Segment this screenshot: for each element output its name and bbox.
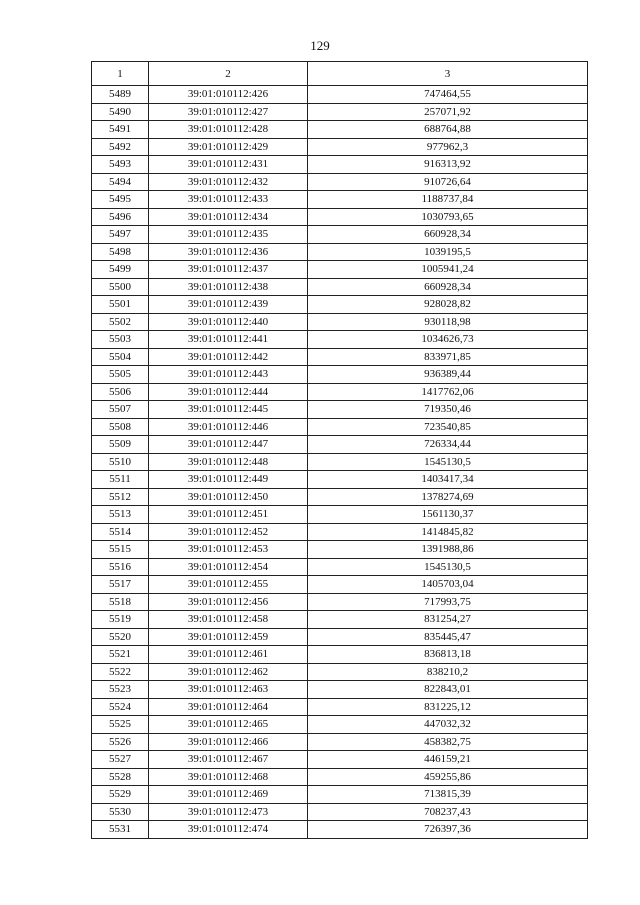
table-row	[92, 488, 588, 506]
row-number-cell: 5527	[92, 751, 149, 769]
table-row	[92, 296, 588, 314]
value-cell: 447032,32	[308, 716, 588, 734]
value-cell: 831225,12	[308, 698, 588, 716]
row-number-cell: 5521	[92, 646, 149, 664]
cadastral-number-cell: 39:01:010112:446	[149, 418, 308, 436]
cadastral-number-cell: 39:01:010112:426	[149, 86, 308, 104]
row-number-cell: 5505	[92, 366, 149, 384]
row-number-cell: 5509	[92, 436, 149, 454]
table-header	[92, 62, 588, 86]
table-row	[92, 103, 588, 121]
table-row	[92, 506, 588, 524]
table-row	[92, 278, 588, 296]
value-cell: 835445,47	[308, 628, 588, 646]
value-cell: 708237,43	[308, 803, 588, 821]
value-cell: 723540,85	[308, 418, 588, 436]
table-row	[92, 786, 588, 804]
table-row	[92, 243, 588, 261]
value-cell: 1005941,24	[308, 261, 588, 279]
value-cell: 726334,44	[308, 436, 588, 454]
row-number-cell: 5490	[92, 103, 149, 121]
table-row	[92, 646, 588, 664]
cadastral-number-cell: 39:01:010112:443	[149, 366, 308, 384]
row-number-cell: 5494	[92, 173, 149, 191]
table-row	[92, 541, 588, 559]
table-row	[92, 191, 588, 209]
cadastral-number-cell: 39:01:010112:431	[149, 156, 308, 174]
cadastral-number-cell: 39:01:010112:474	[149, 821, 308, 839]
value-cell: 257071,92	[308, 103, 588, 121]
cadastral-number-cell: 39:01:010112:444	[149, 383, 308, 401]
table-row	[92, 523, 588, 541]
value-cell: 977962,3	[308, 138, 588, 156]
table-row	[92, 261, 588, 279]
row-number-cell: 5495	[92, 191, 149, 209]
table-row	[92, 471, 588, 489]
row-number-cell: 5517	[92, 576, 149, 594]
value-cell: 1417762,06	[308, 383, 588, 401]
table-row	[92, 558, 588, 576]
cadastral-number-cell: 39:01:010112:445	[149, 401, 308, 419]
row-number-cell: 5498	[92, 243, 149, 261]
data-table	[91, 61, 588, 839]
cadastral-number-cell: 39:01:010112:437	[149, 261, 308, 279]
value-cell: 833971,85	[308, 348, 588, 366]
table-row	[92, 716, 588, 734]
table-row	[92, 173, 588, 191]
table-row	[92, 733, 588, 751]
page-number: 129	[310, 38, 330, 53]
cadastral-number-cell: 39:01:010112:466	[149, 733, 308, 751]
value-cell: 1414845,82	[308, 523, 588, 541]
value-cell: 660928,34	[308, 226, 588, 244]
table-row	[92, 156, 588, 174]
cadastral-number-cell: 39:01:010112:448	[149, 453, 308, 471]
row-number-cell: 5506	[92, 383, 149, 401]
column-header-3: 3	[308, 62, 588, 86]
value-cell: 930118,98	[308, 313, 588, 331]
cadastral-number-cell: 39:01:010112:473	[149, 803, 308, 821]
value-cell: 822843,01	[308, 681, 588, 699]
cadastral-number-cell: 39:01:010112:429	[149, 138, 308, 156]
cadastral-number-cell: 39:01:010112:469	[149, 786, 308, 804]
table-row	[92, 436, 588, 454]
value-cell: 916313,92	[308, 156, 588, 174]
row-number-cell: 5530	[92, 803, 149, 821]
cadastral-number-cell: 39:01:010112:447	[149, 436, 308, 454]
row-number-cell: 5508	[92, 418, 149, 436]
cadastral-number-cell: 39:01:010112:442	[149, 348, 308, 366]
cadastral-number-cell: 39:01:010112:450	[149, 488, 308, 506]
row-number-cell: 5525	[92, 716, 149, 734]
row-number-cell: 5501	[92, 296, 149, 314]
value-cell: 910726,64	[308, 173, 588, 191]
value-cell: 838210,2	[308, 663, 588, 681]
cadastral-number-cell: 39:01:010112:454	[149, 558, 308, 576]
row-number-cell: 5496	[92, 208, 149, 226]
table-row	[92, 663, 588, 681]
row-number-cell: 5523	[92, 681, 149, 699]
table-row	[92, 628, 588, 646]
row-number-cell: 5515	[92, 541, 149, 559]
row-number-cell: 5491	[92, 121, 149, 139]
row-number-cell: 5512	[92, 488, 149, 506]
row-number-cell: 5510	[92, 453, 149, 471]
table-row	[92, 208, 588, 226]
table-row	[92, 453, 588, 471]
value-cell: 719350,46	[308, 401, 588, 419]
table-row	[92, 383, 588, 401]
value-cell: 1405703,04	[308, 576, 588, 594]
table-row	[92, 366, 588, 384]
value-cell: 717993,75	[308, 593, 588, 611]
table-row	[92, 348, 588, 366]
row-number-cell: 5518	[92, 593, 149, 611]
cadastral-number-cell: 39:01:010112:461	[149, 646, 308, 664]
row-number-cell: 5493	[92, 156, 149, 174]
cadastral-number-cell: 39:01:010112:455	[149, 576, 308, 594]
table-row	[92, 803, 588, 821]
cadastral-number-cell: 39:01:010112:453	[149, 541, 308, 559]
cadastral-number-cell: 39:01:010112:436	[149, 243, 308, 261]
table-row	[92, 401, 588, 419]
cadastral-number-cell: 39:01:010112:440	[149, 313, 308, 331]
row-number-cell: 5497	[92, 226, 149, 244]
cadastral-number-cell: 39:01:010112:464	[149, 698, 308, 716]
table-row	[92, 226, 588, 244]
table-row	[92, 593, 588, 611]
cadastral-number-cell: 39:01:010112:449	[149, 471, 308, 489]
cadastral-number-cell: 39:01:010112:456	[149, 593, 308, 611]
table-row	[92, 768, 588, 786]
table-row	[92, 418, 588, 436]
cadastral-number-cell: 39:01:010112:439	[149, 296, 308, 314]
value-cell: 1378274,69	[308, 488, 588, 506]
cadastral-number-cell: 39:01:010112:459	[149, 628, 308, 646]
table-row	[92, 821, 588, 839]
cadastral-number-cell: 39:01:010112:465	[149, 716, 308, 734]
cadastral-number-cell: 39:01:010112:432	[149, 173, 308, 191]
value-cell: 936389,44	[308, 366, 588, 384]
table-row	[92, 138, 588, 156]
row-number-cell: 5531	[92, 821, 149, 839]
row-number-cell: 5522	[92, 663, 149, 681]
row-number-cell: 5499	[92, 261, 149, 279]
cadastral-number-cell: 39:01:010112:441	[149, 331, 308, 349]
value-cell: 928028,82	[308, 296, 588, 314]
cadastral-number-cell: 39:01:010112:438	[149, 278, 308, 296]
value-cell: 1034626,73	[308, 331, 588, 349]
cadastral-number-cell: 39:01:010112:427	[149, 103, 308, 121]
cadastral-number-cell: 39:01:010112:463	[149, 681, 308, 699]
row-number-cell: 5492	[92, 138, 149, 156]
row-number-cell: 5528	[92, 768, 149, 786]
column-header-2: 2	[149, 62, 308, 86]
table-row	[92, 121, 588, 139]
table-row	[92, 611, 588, 629]
row-number-cell: 5513	[92, 506, 149, 524]
row-number-cell: 5529	[92, 786, 149, 804]
row-number-cell: 5504	[92, 348, 149, 366]
cadastral-number-cell: 39:01:010112:458	[149, 611, 308, 629]
table-row	[92, 331, 588, 349]
cadastral-number-cell: 39:01:010112:451	[149, 506, 308, 524]
value-cell: 459255,86	[308, 768, 588, 786]
value-cell: 446159,21	[308, 751, 588, 769]
value-cell: 660928,34	[308, 278, 588, 296]
table-row	[92, 576, 588, 594]
value-cell: 831254,27	[308, 611, 588, 629]
cadastral-number-cell: 39:01:010112:428	[149, 121, 308, 139]
table-row	[92, 698, 588, 716]
value-cell: 713815,39	[308, 786, 588, 804]
value-cell: 1545130,5	[308, 453, 588, 471]
table-body	[92, 86, 588, 839]
table-row	[92, 681, 588, 699]
row-number-cell: 5507	[92, 401, 149, 419]
row-number-cell: 5520	[92, 628, 149, 646]
value-cell: 726397,36	[308, 821, 588, 839]
row-number-cell: 5500	[92, 278, 149, 296]
row-number-cell: 5514	[92, 523, 149, 541]
row-number-cell: 5526	[92, 733, 149, 751]
value-cell: 747464,55	[308, 86, 588, 104]
cadastral-number-cell: 39:01:010112:452	[149, 523, 308, 541]
value-cell: 1545130,5	[308, 558, 588, 576]
row-number-cell: 5502	[92, 313, 149, 331]
value-cell: 1391988,86	[308, 541, 588, 559]
row-number-cell: 5524	[92, 698, 149, 716]
row-number-cell: 5489	[92, 86, 149, 104]
column-header-1: 1	[92, 62, 149, 86]
row-number-cell: 5503	[92, 331, 149, 349]
header-row	[92, 62, 588, 86]
value-cell: 1561130,37	[308, 506, 588, 524]
row-number-cell: 5516	[92, 558, 149, 576]
cadastral-number-cell: 39:01:010112:435	[149, 226, 308, 244]
value-cell: 458382,75	[308, 733, 588, 751]
value-cell: 1039195,5	[308, 243, 588, 261]
cadastral-number-cell: 39:01:010112:467	[149, 751, 308, 769]
row-number-cell: 5511	[92, 471, 149, 489]
cadastral-number-cell: 39:01:010112:434	[149, 208, 308, 226]
row-number-cell: 5519	[92, 611, 149, 629]
cadastral-number-cell: 39:01:010112:462	[149, 663, 308, 681]
value-cell: 836813,18	[308, 646, 588, 664]
table-row	[92, 86, 588, 104]
value-cell: 1188737,84	[308, 191, 588, 209]
value-cell: 1403417,34	[308, 471, 588, 489]
cadastral-number-cell: 39:01:010112:433	[149, 191, 308, 209]
value-cell: 688764,88	[308, 121, 588, 139]
table-row	[92, 751, 588, 769]
value-cell: 1030793,65	[308, 208, 588, 226]
cadastral-number-cell: 39:01:010112:468	[149, 768, 308, 786]
table-row	[92, 313, 588, 331]
